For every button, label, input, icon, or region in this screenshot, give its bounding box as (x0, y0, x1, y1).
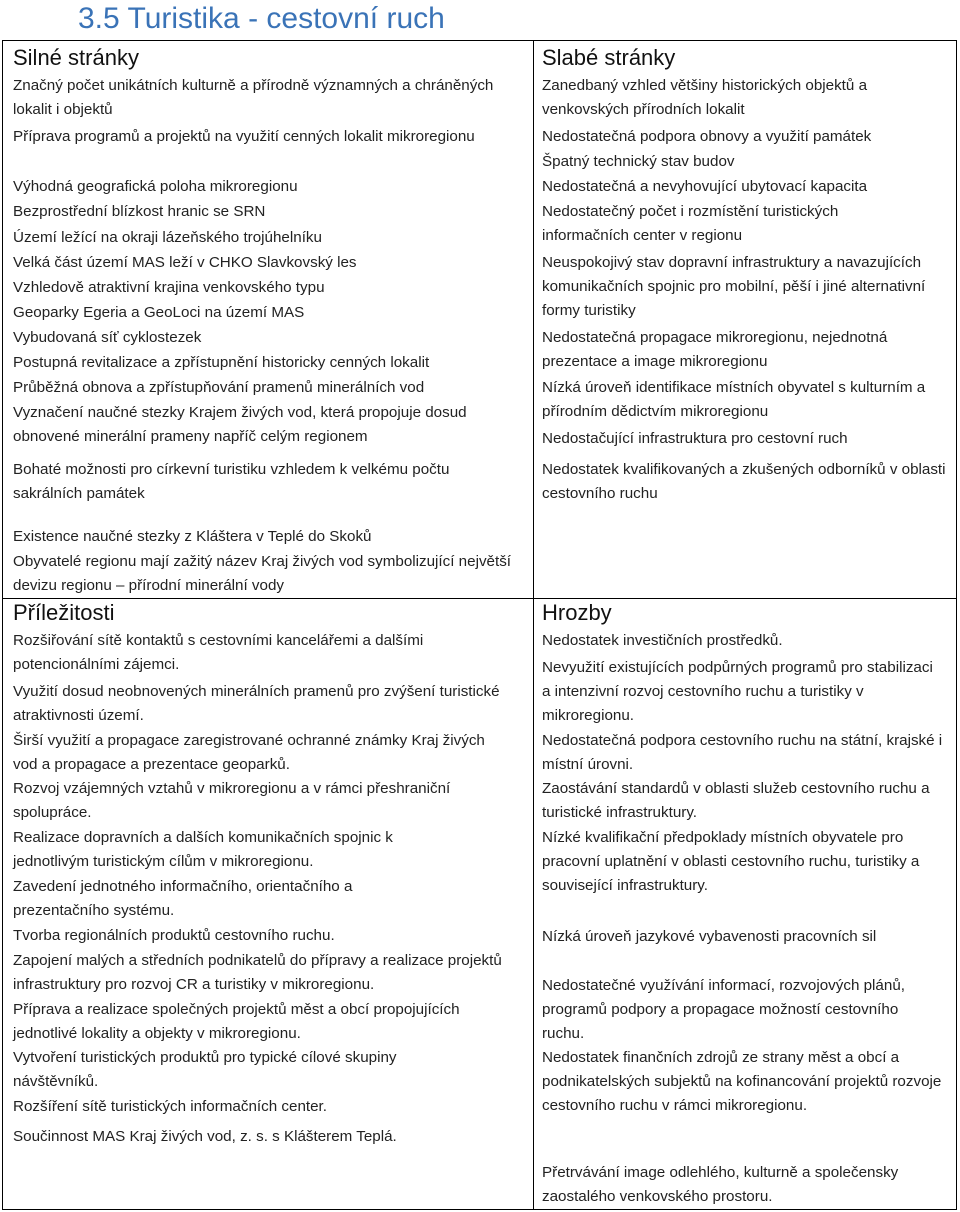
weakness-item: Nedostatečná podpora obnovy a využití památek (542, 128, 872, 145)
threat-item: Nevyužití existujících podpůrných programů pro stabilizaci a intenzivní rozvoj cestovního ruchu a turistiky v mikroregionu. (542, 659, 933, 724)
threats-header: Hrozby (542, 600, 612, 625)
strength-item: Průběžná obnova a zpřístupňování pramenů minerálních vod (13, 379, 425, 396)
strength-item: Území ležící na okraji lázeňského trojúhelníku (13, 229, 322, 246)
threat-item: Nízká úroveň jazykové vybavenosti pracovních sil (542, 928, 877, 945)
opportunity-item: Příprava a realizace společných projektů měst a obcí propojujících jednotlivé lokality a objekty v mikroregionu. (13, 1001, 460, 1042)
opportunity-item: Rozšíření sítě turistických informačních center. (13, 1098, 327, 1115)
weakness-item: Nedostatečná a nevyhovující ubytovací kapacita (542, 178, 868, 195)
strength-item: Příprava programů a projektů na využití cenných lokalit mikroregionu (13, 128, 475, 145)
opportunity-item: Širší využití a propagace zaregistrované ochranné známky Kraj živých vod a propagace a prezentace geoparků. (13, 732, 485, 773)
opportunities-header: Příležitosti (13, 600, 115, 625)
opportunity-item: Realizace dopravních a dalších komunikačních spojnic k jednotlivým turistickým cílům v mikroregionu. (13, 829, 393, 870)
opportunity-item: Zavedení jednotného informačního, orientačního a prezentačního systému. (13, 878, 353, 919)
opportunities-cell (3, 599, 533, 1209)
threat-item: Nedostatečná podpora cestovního ruchu na státní, krajské i místní úrovni. (542, 732, 943, 773)
weaknesses-header: Slabé stránky (542, 45, 676, 70)
weakness-item: Nedostatečný počet i rozmístění turistických informačních center v regionu (542, 203, 839, 244)
strength-item: Bezprostřední blízkost hranic se SRN (13, 203, 266, 220)
strength-item: Vzhledově atraktivní krajina venkovského typu (13, 279, 325, 296)
threat-item: Nedostatečné využívání informací, rozvojových plánů, programů podpory a propagace možností cestovního ruchu. (542, 977, 905, 1042)
page-title: 3.5 Turistika - cestovní ruch (78, 2, 445, 35)
strengths-header: Silné stránky (13, 45, 139, 70)
strength-item: Obyvatelé regionu mají zažitý název Kraj živých vod symbolizující největší devizu regionu – přírodní minerální vody (13, 553, 512, 594)
strength-item: Geoparky Egeria a GeoLoci na území MAS (13, 304, 305, 321)
weakness-item: Zanedbaný vzhled většiny historických objektů a venkovských přírodních lokalit (542, 77, 868, 118)
opportunity-item: Využití dosud neobnovených minerálních pramenů pro zvýšení turistické atraktivnosti území. (13, 683, 500, 724)
strength-item: Postupná revitalizace a zpřístupnění historicky cenných lokalit (13, 354, 430, 371)
strength-item: Značný počet unikátních kulturně a přírodně významných a chráněných lokalit i objektů (13, 77, 494, 118)
opportunity-item: Součinnost MAS Kraj živých vod, z. s. s Klášterem Teplá. (13, 1128, 397, 1145)
threat-item: Nedostatek investičních prostředků. (542, 632, 783, 649)
strength-item: Vybudovaná síť cyklostezek (13, 329, 202, 346)
opportunity-item: Rozšiřování sítě kontaktů s cestovními kancelářemi a dalšími potencionálními zájemci. (13, 632, 424, 673)
threat-item: Nízké kvalifikační předpoklady místních obyvatele pro pracovní uplatnění v oblasti cestovního ruchu, turistiky a související infrastruktury. (542, 829, 920, 894)
weakness-item: Nedostačující infrastruktura pro cestovní ruch (542, 430, 848, 447)
strength-item: Bohaté možnosti pro církevní turistiku vzhledem k velkému počtu sakrálních památek (13, 461, 450, 502)
strengths-cell (3, 41, 533, 598)
strength-item: Výhodná geografická poloha mikroregionu (13, 178, 298, 195)
strength-item: Vyznačení naučné stezky Krajem živých vod, která propojuje dosud obnovené minerální prameny napříč celým regionem (13, 404, 467, 445)
weakness-item: Nedostatečná propagace mikroregionu, nejednotná prezentace a image mikroregionu (542, 329, 888, 370)
swot-table (2, 40, 957, 1210)
threat-item: Přetrvávání image odlehlého, kulturně a společensky zaostalého venkovského prostoru. (542, 1164, 899, 1205)
opportunity-item: Rozvoj vzájemných vztahů v mikroregionu a v rámci přeshraniční spolupráce. (13, 780, 451, 821)
strength-item: Velká část území MAS leží v CHKO Slavkovský les (13, 254, 357, 271)
threat-item: Nedostatek finančních zdrojů ze strany měst a obcí a podnikatelských subjektů na kofinancování projektů rozvoje cestovního ruchu v rámci mikroregionu. (542, 1049, 942, 1114)
weakness-item: Nedostatek kvalifikovaných a zkušených odborníků v oblasti cestovního ruchu (542, 461, 946, 502)
weakness-item: Nízká úroveň identifikace místních obyvatel s kulturním a přírodním dědictvím mikroregionu (542, 379, 926, 420)
weaknesses-cell (534, 41, 956, 598)
weakness-item: Neuspokojivý stav dopravní infrastruktury a navazujících komunikačních spojnic pro mobilní, pěší i jiné alternativní formy turistiky (542, 254, 926, 319)
weakness-item: Špatný technický stav budov (542, 153, 735, 170)
threats-cell (534, 599, 956, 1209)
opportunity-item: Vytvoření turistických produktů pro typické cílové skupiny návštěvníků. (13, 1049, 397, 1090)
opportunity-item: Tvorba regionálních produktů cestovního ruchu. (13, 927, 335, 944)
strength-item: Existence naučné stezky z Kláštera v Teplé do Skoků (13, 528, 372, 545)
threat-item: Zaostávání standardů v oblasti služeb cestovního ruchu a turistické infrastruktury. (542, 780, 930, 821)
opportunity-item: Zapojení malých a středních podnikatelů do přípravy a realizace projektů infrastruktury pro rozvoj CR a turistiky v mikroregionu. (13, 952, 502, 993)
